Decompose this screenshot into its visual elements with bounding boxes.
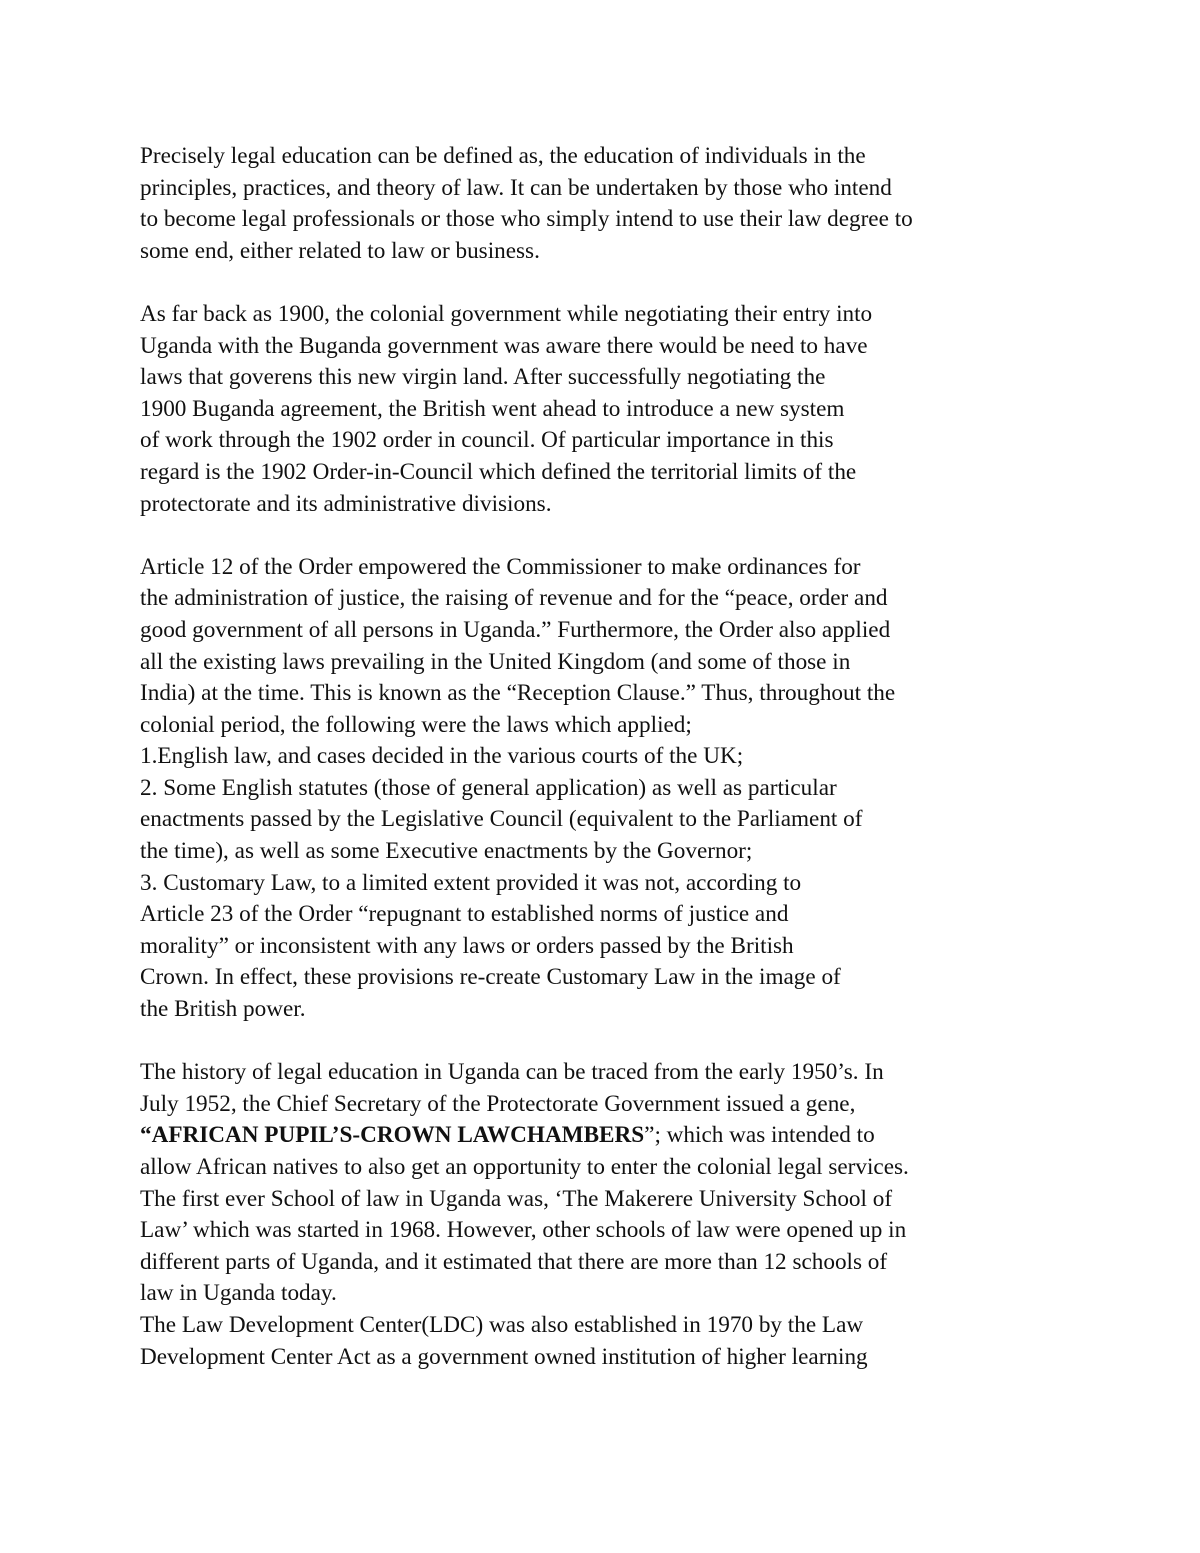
text-line: the time), as well as some Executive enactments by the Governor;: [140, 838, 753, 865]
text-line: morality” or inconsistent with any laws or orders passed by the British: [140, 932, 794, 959]
text-line: [140, 1120, 1065, 1152]
paragraph-legal-education-history: [140, 1057, 1065, 1373]
text-line: Precisely legal education can be defined as, the education of individuals in the: [140, 143, 866, 169]
list-item-english-statutes: 2. Some English statutes (those of general application) as well as particular: [140, 774, 837, 801]
text-line: 1900 Buganda agreement, the British went ahead to introduce a new system: [140, 395, 845, 422]
text-line: colonial period, the following were the laws which applied;: [140, 711, 692, 738]
text-line: to become legal professionals or those who simply intend to use their law degree to: [140, 206, 913, 233]
text-line: enactments passed by the Legislative Council (equivalent to the Parliament of: [140, 806, 863, 833]
paragraph-definition: [140, 141, 1065, 267]
text-line: different parts of Uganda, and it estimated that there are more than 12 schools of: [140, 1248, 888, 1275]
text-line: The history of legal education in Uganda can be traced from the early 1950’s. In: [140, 1059, 884, 1086]
text-line: some end, either related to law or business.: [140, 237, 540, 264]
paragraph-gap: [140, 267, 1065, 299]
paragraph-gap: [140, 1026, 1065, 1058]
text-line: Development Center Act as a government owned institution of higher learning: [140, 1343, 868, 1370]
text-line: As far back as 1900, the colonial government while negotiating their entry into: [140, 300, 873, 327]
paragraph-article-12: [140, 552, 1065, 1026]
text-line: The first ever School of law in Uganda was, ‘The Makerere University School of: [140, 1185, 893, 1212]
paragraph-colonial-history: [140, 299, 1065, 520]
text-line: the British power.: [140, 996, 306, 1023]
text-line: all the existing laws prevailing in the United Kingdom (and some of those in: [140, 648, 851, 675]
text-line: Uganda with the Buganda government was aware there would be need to have: [140, 332, 868, 359]
text-line: principles, practices, and theory of law. It can be undertaken by those who intend: [140, 174, 892, 201]
text-line: India) at the time. This is known as the “Reception Clause.” Thus, throughout the: [140, 680, 896, 707]
text-line: allow African natives to also get an opportunity to enter the colonial legal services.: [140, 1154, 909, 1180]
text-line-tail: ”; which was intended to: [644, 1122, 875, 1149]
text-line: Article 12 of the Order empowered the Commissioner to make ordinances for: [140, 553, 861, 580]
text-line: Article 23 of the Order “repugnant to established norms of justice and: [140, 901, 789, 928]
document-body: [140, 141, 1065, 1373]
text-line: Crown. In effect, these provisions re-create Customary Law in the image of: [140, 964, 841, 991]
text-line: protectorate and its administrative divisions.: [140, 490, 552, 517]
text-line: good government of all persons in Uganda.” Furthermore, the Order also applied: [140, 616, 891, 643]
text-line: the administration of justice, the raising of revenue and for the “peace, order and: [140, 585, 888, 612]
list-item-customary-law: 3. Customary Law, to a limited extent provided it was not, according to: [140, 869, 802, 896]
list-item-english-law: 1.English law, and cases decided in the various courts of the UK;: [140, 743, 744, 770]
text-line: July 1952, the Chief Secretary of the Protectorate Government issued a gene,: [140, 1090, 856, 1117]
text-line: regard is the 1902 Order-in-Council which defined the territorial limits of the: [140, 458, 857, 485]
text-line: law in Uganda today.: [140, 1280, 337, 1307]
paragraph-gap: [140, 520, 1065, 552]
text-line: of work through the 1902 order in council. Of particular importance in this: [140, 427, 834, 454]
bold-title-african-pupils: “AFRICAN PUPIL’S-CROWN LAWCHAMBERS: [140, 1122, 645, 1149]
text-line: The Law Development Center(LDC) was also established in 1970 by the Law: [140, 1311, 864, 1338]
text-line: laws that goverens this new virgin land. After successfully negotiating the: [140, 364, 826, 391]
text-line: Law’ which was started in 1968. However, other schools of law were opened up in: [140, 1217, 907, 1244]
